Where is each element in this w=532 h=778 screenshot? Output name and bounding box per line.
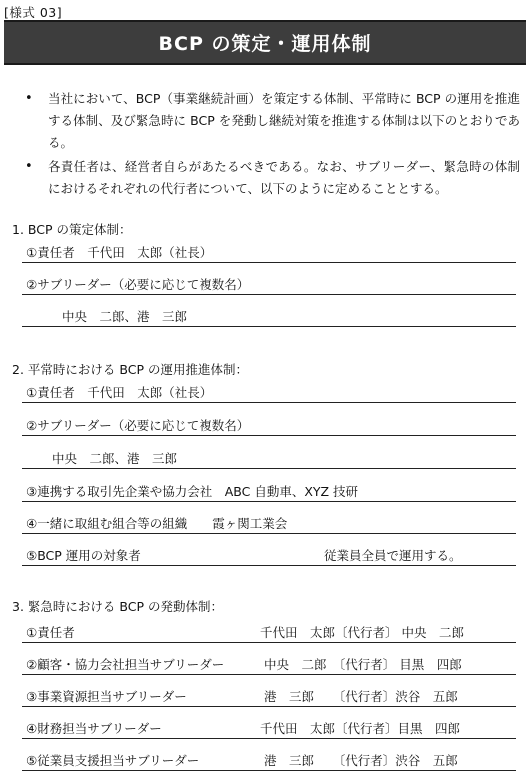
target-label: ⑤BCP 運用の対象者 [26,548,141,563]
role-label: ④財務担当サブリーダー [26,721,162,736]
section-1-subleader-row [22,274,516,295]
section-1-responsible-row [22,242,516,263]
section-3-row [22,718,516,739]
subleader-names: 中央 二郎、港 三郎 [52,451,178,466]
assigned-person: 千代田 太郎〔代行者〕 中央 二郎 [260,625,464,640]
responsible-text: ①責任者 千代田 太郎（社長） [26,245,213,260]
assigned-person: 中央 二郎 〔代行者〕 目黒 四郎 [264,657,462,672]
section-3-row [22,622,516,643]
form-label: [様式 03] [4,5,63,20]
bullet-item: • 当社において、BCP（事業継続計画）を策定する体制、平常時に BCP の運用を推進する体制、及び緊急時に BCP を発動し継続対策を推進する体制は以下のとおりである。 [20,88,520,154]
section-2-subleader-names-row [22,448,516,469]
section-1-subleader-names-row [22,306,516,327]
role-label: ①責任者 [26,625,75,640]
subleader-label: ②サブリーダー（必要に応じて複数名） [26,277,250,292]
assigned-person: 港 三郎 〔代行者〕渋谷 五郎 [264,689,458,704]
section-2-partners-row [22,481,516,502]
associations-text: ④一緒に取組む組合等の組織 霞ヶ関工業会 [26,516,288,531]
section-3-heading: 3. 緊急時における BCP の発動体制： [12,599,223,614]
title-bar [4,20,526,65]
responsible-text: ①責任者 千代田 太郎（社長） [26,385,213,400]
section-3-row [22,686,516,707]
section-2-subleader-row [22,415,516,436]
bullet-item: • 各責任者は、経営者自らがあたるべきである。なお、サブリーダー、緊急時の体制におけるそれぞれの代行者について、以下のように定めることとする。 [20,156,520,200]
section-2-heading: 2. 平常時における BCP の運用推進体制： [12,362,248,377]
intro-bullets [20,88,520,202]
section-3-row [22,750,516,771]
role-label: ③事業資源担当サブリーダー [26,689,187,704]
section-3-row [22,654,516,675]
section-1-heading: 1. BCP の策定体制： [12,222,132,237]
subleader-names: 中央 二郎、港 三郎 [62,309,188,324]
subleader-label: ②サブリーダー（必要に応じて複数名） [26,418,250,433]
role-label: ⑤従業員支援担当サブリーダー [26,753,200,768]
assigned-person: 港 三郎 〔代行者〕渋谷 五郎 [264,753,458,768]
partners-text: ③連携する取引先企業や協力会社 ABC 自動車、XYZ 技研 [26,484,359,499]
section-2-target-row [22,545,516,566]
assigned-person: 千代田 太郎〔代行者〕目黒 四郎 [260,721,461,736]
section-2-associations-row [22,513,516,534]
section-2-responsible-row [22,382,516,403]
page-title: BCP の策定・運用体制 [158,33,372,55]
role-label: ②顧客・協力会社担当サブリーダー [26,657,225,672]
target-value: 従業員全員で運用する。 [324,548,462,563]
